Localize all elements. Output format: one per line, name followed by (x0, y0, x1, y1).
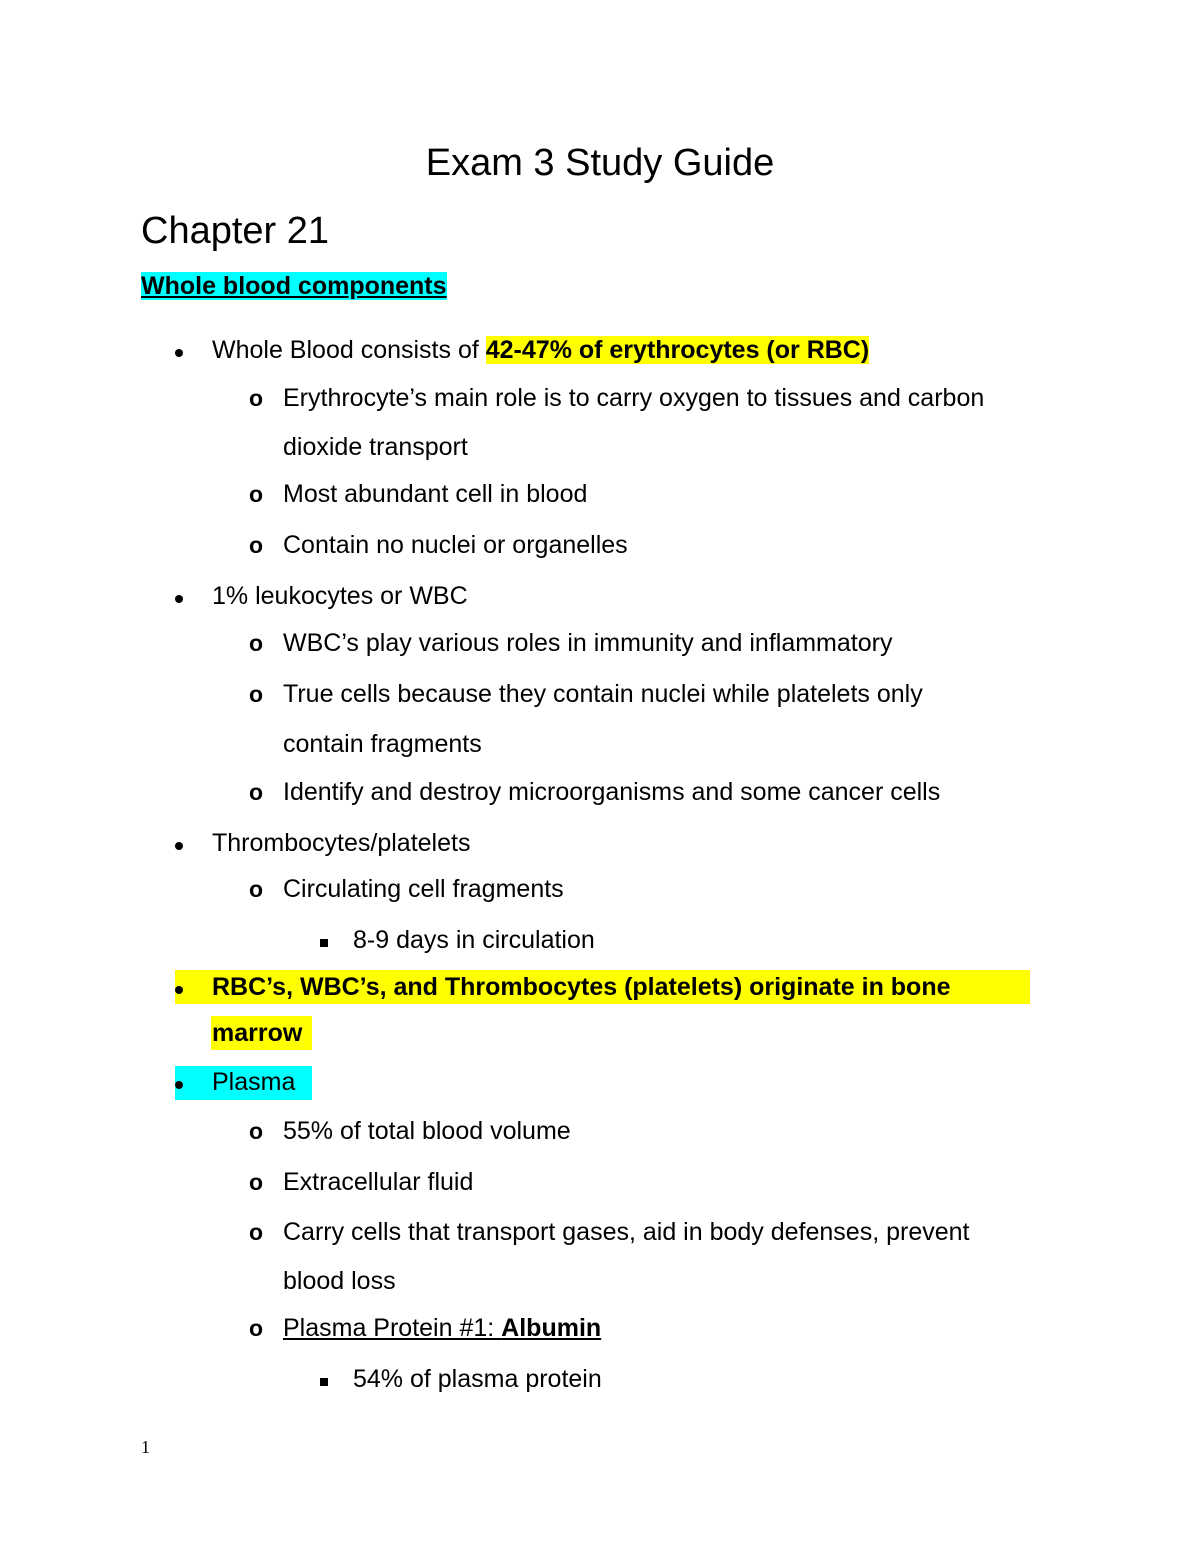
list-item (212, 334, 869, 366)
page-number: 1 (141, 1437, 150, 1457)
disc-bullet-icon (175, 1066, 183, 1098)
sub-list-item: Carry cells that transport gases, aid in body defenses, prevent (283, 1218, 970, 1246)
disc-bullet-icon (175, 334, 183, 366)
sub-list-item: 55% of total blood volume (283, 1117, 571, 1145)
sub-list-item: Contain no nuclei or organelles (283, 531, 628, 559)
circle-bullet-icon: o (249, 1169, 264, 1195)
chapter-heading: Chapter 21 (141, 210, 330, 252)
section-heading: Whole blood components (141, 272, 447, 300)
sub-list-item-continuation: dioxide transport (283, 433, 468, 461)
document-title: Exam 3 Study Guide (425, 142, 775, 184)
plasma-protein-label: Plasma Protein #1: (283, 1314, 502, 1342)
circle-bullet-icon: o (249, 876, 264, 902)
list-item: Plasma (212, 1068, 296, 1096)
section-heading-line (141, 270, 447, 302)
sub-list-item-continuation: blood loss (283, 1267, 396, 1295)
sub-list-item: Circulating cell fragments (283, 875, 564, 903)
circle-bullet-icon: o (249, 1315, 264, 1341)
circle-bullet-icon: o (249, 779, 264, 805)
disc-bullet-icon (175, 580, 183, 612)
sub-list-item: Most abundant cell in blood (283, 480, 588, 508)
list-item: RBC’s, WBC’s, and Thrombocytes (platelets) originate in bone (212, 973, 951, 1001)
plasma-protein-name: Albumin (501, 1314, 602, 1342)
sub-list-item: True cells because they contain nuclei while platelets only (283, 680, 923, 708)
square-bullet-icon (320, 924, 328, 956)
sub-list-item: Erythrocyte’s main role is to carry oxygen to tissues and carbon (283, 384, 985, 412)
circle-bullet-icon: o (249, 681, 264, 707)
tertiary-list-item: 54% of plasma protein (353, 1365, 602, 1393)
circle-bullet-icon: o (249, 1219, 264, 1245)
sub-list-item: WBC’s play various roles in immunity and inflammatory (283, 629, 893, 657)
circle-bullet-icon: o (249, 532, 264, 558)
sub-list-item (283, 1312, 601, 1344)
sub-list-item: Identify and destroy microorganisms and some cancer cells (283, 778, 941, 806)
square-bullet-icon (320, 1363, 328, 1395)
circle-bullet-icon: o (249, 1118, 264, 1144)
list-item: 1% leukocytes or WBC (212, 582, 468, 610)
list-item-text: Whole Blood consists of (212, 336, 486, 364)
circle-bullet-icon: o (249, 481, 264, 507)
list-item-continuation: marrow (212, 1019, 303, 1047)
list-item: Thrombocytes/platelets (212, 829, 471, 857)
disc-bullet-icon (175, 827, 183, 859)
highlighted-text: 42-47% of erythrocytes (or RBC) (485, 336, 870, 364)
circle-bullet-icon: o (249, 630, 264, 656)
disc-bullet-icon (175, 971, 183, 1003)
circle-bullet-icon: o (249, 385, 264, 411)
sub-list-item-continuation: contain fragments (283, 730, 482, 758)
sub-list-item: Extracellular fluid (283, 1168, 474, 1196)
tertiary-list-item: 8-9 days in circulation (353, 926, 595, 954)
